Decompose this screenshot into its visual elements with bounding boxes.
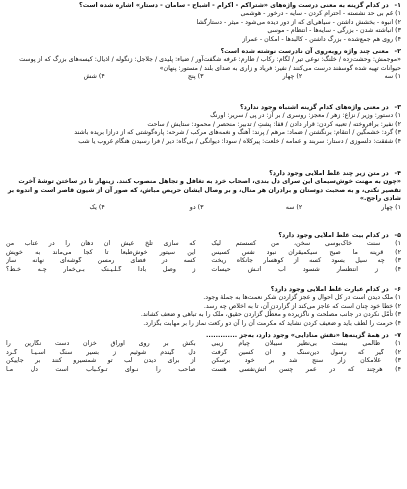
hemistich: ۱) ظالمی بیست بی‌نظیر سیبلان چیام زیبی — [211, 340, 401, 348]
q3-option-3[interactable]: ۳) گرد: خشمگین / انتقام: برنگشتن / ضماد: مرهم / پرند: آهنگ و نغمه‌های مرکب / شرحه: پاره‌گوشتی که از درازا بریده باشند — [74, 129, 401, 137]
hemistich: از برای دیدن لب تو شمسیرو کنند بر جاییکن — [6, 357, 196, 365]
question-4-text: «چون به مهنت خوش‌سیمای این سرای دل بندی، اصحاب خرد به تغافل و تجاهل منصوب کنند. زینهار تا در ساختن توشهٔ آخرت تقصیر نکنی، و به صحبت دوستان و برادران هر منال، و بر وصال ایشان حریص مباش، که صور آن از شیون قاصر است و اندوه بر شادی راجح.» — [7, 178, 401, 203]
question-4 — [6, 170, 401, 212]
hemistich: بکش بر روی اوراق خزان دست نگارین را — [6, 340, 196, 348]
q3-option-1[interactable]: ۱) دستور: وزیر / نزاع: زهر / معجز: روسری / بر آز: در پی / سریر: اورنگ — [210, 112, 401, 120]
hemistich: ۳) غلامکان زار سنج شد بر خود برسکن — [211, 357, 401, 365]
hemistich: این سیتور خوش‌طبعا تا کجا می‌ماند به خویش — [6, 248, 196, 256]
hemistich: ۲) قرینه ما صیح سیکمیقران نبود نفس کسیس — [211, 248, 401, 256]
question-2-stem: ۲- معنی چند واژه روبه‌روی آن نادرست نوشته شده است؟ — [220, 48, 401, 55]
q1-option-3[interactable]: ۳) انباشته شدن - بزرگی - سایه‌ها - انتظام - موسی — [267, 27, 401, 35]
q5-option-3[interactable] — [6, 257, 401, 265]
question-4-stem: ۴- در متن زیر چند غلط املایی وجود دارد؟ — [269, 170, 401, 177]
question-1-stem: ۱- در کدام گزینه به معنی درست واژه‌های «شتراکم - اکرام - اشباح - سامان - دستار» اشاره شده است؟ — [79, 2, 401, 9]
question-6-stem: ۶- در کدام عبارت غلط املایی وجود دارد؟ — [270, 286, 401, 293]
q2-option-2[interactable]: ۲) چهار — [282, 73, 303, 81]
question-2-text: «موجمش: وحشت‌زده / خلنگ: نوعی تیر / لگام: رکاب / طارم: غرفه‌ شگفت‌آور / ضیاء: پلیدی / جلاجل: زنگوله / اذیال: کیسه‌های بزرگ که از پوست حیوانات تهیه شده گوسفند درست می‌کنند / نفیر: فریاد و زاری به صدای بلند / مستور: پنهان» — [19, 56, 401, 72]
hemistich: ۳) چه سیل بسود کسه از کوهسار جانکاه ریخت — [211, 257, 401, 265]
question-3 — [6, 104, 401, 146]
q2-options — [6, 73, 401, 81]
q4-option-3[interactable]: ۳) دو — [189, 203, 204, 211]
hemistich: کسه در فضای رمسن گوشه‌ای نهانه ساز — [6, 257, 196, 265]
q4-option-1[interactable]: ۱) چهار — [381, 203, 401, 211]
q2-option-3[interactable]: ۳) پنج — [187, 73, 204, 81]
q2-option-1[interactable]: ۱) سه — [384, 73, 401, 81]
hemistich: ۲) گیر که رسول دین‌سنگ و آن کسین گرفت — [211, 348, 401, 356]
hemistich: ۴) هرچند که در عمر چسن آتش‌نفسی هست — [211, 365, 401, 373]
q5-option-2[interactable] — [6, 249, 401, 257]
q3-option-2[interactable]: ۲) نفیر: برافروخته / تعبیه کردن: قرار دادن / قفا: پشتِ / تدبیر: منحصر / محمود: ستایش / ساحت — [147, 120, 401, 128]
q5-option-1[interactable] — [6, 240, 401, 248]
q6-option-1[interactable]: ۱) ملک دیدن است در کل احوال و عجز گزاردن شکر نعمت‌ها به جملهٔ وجود. — [203, 294, 401, 302]
q7-option-3[interactable] — [6, 357, 401, 365]
q3-option-4[interactable]: ۴) شفقت: دلسوزی / دستار: سربند و عمامه / خلعت: پیرکلاه / سودا: دیوانگی / بی‌گاه: دیر / فرا رسیدن هنگام غروب یا شب — [78, 137, 401, 145]
q1-option-2[interactable]: ۲) انبوه - بخشش داشتن - سیاهی‌ای که از دور دیده می‌شود - میثر - دستارگشا — [196, 18, 401, 26]
hemistich: ۱) سنت خاک‌بوسی سخن، من کسستم لیک — [211, 240, 401, 248]
q7-option-1[interactable] — [6, 340, 401, 348]
question-7 — [6, 332, 401, 374]
question-2 — [6, 48, 401, 82]
hemistich: ۴) ز انتظسار شسود آب آتـش حیسات — [211, 265, 401, 273]
question-5-stem: ۵- در کدام بیت غلط املایی وجود دارد؟ — [278, 232, 401, 239]
q7-option-2[interactable] — [6, 349, 401, 357]
question-6 — [6, 286, 401, 328]
q4-option-4[interactable]: ۴) یک — [89, 203, 105, 211]
hemistich: ز وصل بادا گـلـیـنک بـی‌خمار چـه خـط؟ — [6, 265, 196, 273]
hemistich: دل گیندم شوثیم ز بسیر سنگ آسـیـا گـرد — [6, 348, 196, 356]
q1-option-4[interactable]: ۴) روی هم جمع‌شده - بزرگ داشتن - کالبدها - امکان - عمراز — [242, 35, 401, 43]
q7-option-4[interactable] — [6, 366, 401, 374]
q6-option-2[interactable]: ۲) خطا خود چنان است که عاجز می‌کند از گزاردن آن، تا به اخلاص چه رسد. — [203, 302, 401, 310]
q6-option-4[interactable]: ۴) حرمت را لطف باید و ضعیف کردن نشاید که مکرمت آن را آن دو رکعت نماز را بر مهابت بگزارد. — [143, 319, 401, 327]
q2-option-4[interactable]: ۴) شش — [83, 73, 105, 81]
q5-option-4[interactable] — [6, 266, 401, 274]
question-7-stem: ۷- در همهٔ گزینه‌ها «نقش منادایی» وجود دارد، به‌جز ............. — [206, 332, 401, 339]
hemistich: صاحب را نـوای تـوکـباب است دل مـا — [6, 365, 196, 373]
q1-option-1[interactable]: ۱) غم بی حد نشسته - احترام کردن - سایه - درخور - هوشمی — [240, 10, 401, 18]
q6-option-3[interactable]: ۳) تأمّل نکردن در جانب مصلحت و ناگزیرده و معطّل گزاردن حقیق، ملک را به تباهی و ضعف کشاند. — [140, 311, 401, 319]
hemistich: که سازی تلخ عیش آن دهان را در عتاب من — [6, 240, 196, 248]
question-5 — [6, 232, 401, 274]
q4-option-2[interactable]: ۲) سه — [285, 203, 303, 211]
q4-options — [6, 204, 401, 212]
question-1 — [6, 2, 401, 44]
question-3-stem: ۳- در معنی واژه‌های کدام گزینه اشتباه وجود ندارد؟ — [240, 104, 401, 111]
